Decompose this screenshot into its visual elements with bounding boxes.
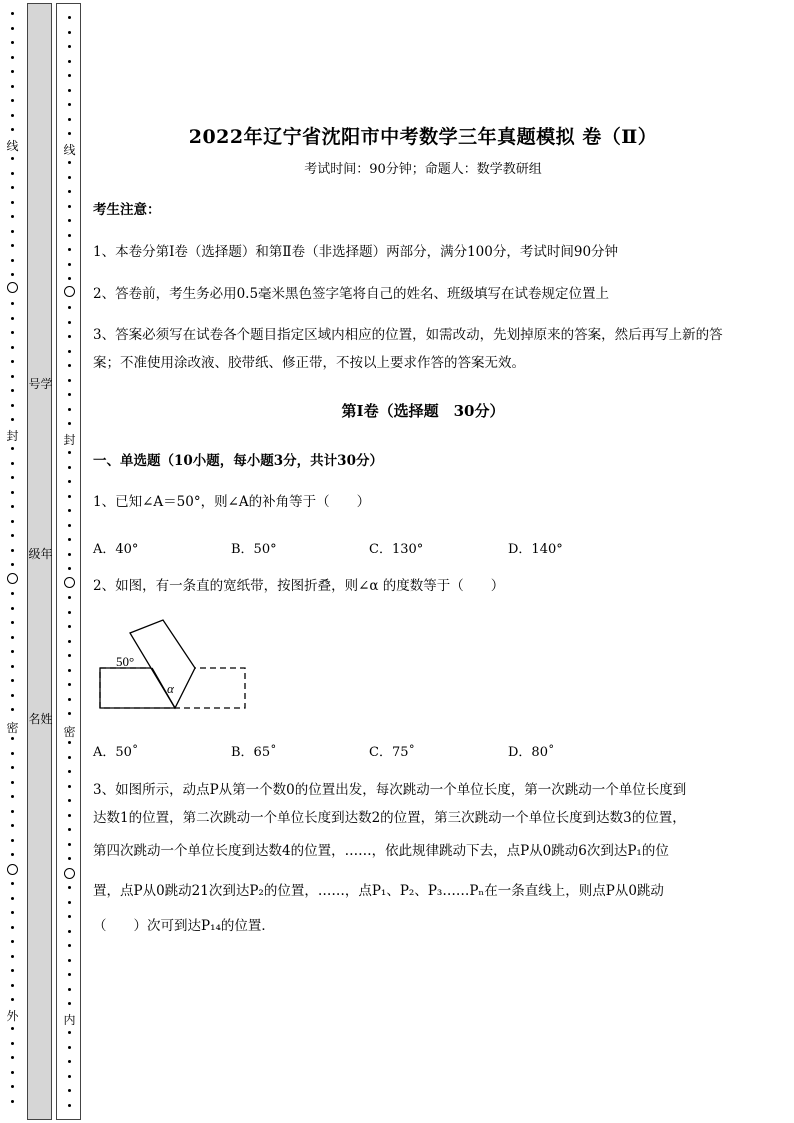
binding-dot <box>68 524 71 527</box>
binding-dot <box>11 12 14 15</box>
binding-dot <box>11 549 14 552</box>
binding-dot <box>68 219 71 222</box>
binding-dot <box>68 596 71 599</box>
binding-dot <box>68 132 71 135</box>
binding-inner-mark: 密 <box>63 725 76 739</box>
binding-dot <box>11 128 14 131</box>
question-2-option-c: C．75˚ <box>369 745 415 760</box>
binding-dot <box>11 259 14 262</box>
binding-dot <box>68 190 71 193</box>
question-1-stem: 1、已知∠A＝50°，则∠A的补角等于（ ） <box>93 494 371 510</box>
binding-dot <box>68 422 71 425</box>
binding-dot <box>11 1085 14 1088</box>
binding-dot <box>68 857 71 860</box>
question-3-line-2: 达数1的位置，第二次跳动一个单位长度到达数2的位置，第三次跳动一个单位长度到达数3的位置， <box>93 810 686 826</box>
binding-dot <box>68 248 71 251</box>
binding-outer-mark: 封 <box>6 429 19 443</box>
binding-dot <box>11 70 14 73</box>
binding-dot <box>68 118 71 121</box>
binding-dot <box>68 451 71 454</box>
binding-dot <box>11 795 14 798</box>
binding-dot <box>68 263 71 266</box>
binding-dot <box>68 176 71 179</box>
binding-dot <box>11 418 14 421</box>
binding-dot <box>11 186 14 189</box>
binding-inner-mark: 内 <box>63 1013 76 1027</box>
binding-dot <box>68 16 71 19</box>
binding-dot <box>11 317 14 320</box>
binding-dot <box>68 915 71 918</box>
binding-dot <box>68 959 71 962</box>
binding-dot <box>11 534 14 537</box>
binding-dot <box>68 89 71 92</box>
binding-strip-inner <box>56 3 81 1120</box>
binding-dot <box>68 1031 71 1034</box>
binding-inner-mark: 封 <box>63 433 76 447</box>
binding-dot <box>68 886 71 889</box>
binding-dot <box>11 41 14 44</box>
question-2-option-a: A．50˚ <box>93 745 139 760</box>
binding-dot <box>11 201 14 204</box>
binding-dot <box>68 901 71 904</box>
binding-dot <box>68 654 71 657</box>
binding-dot <box>11 824 14 827</box>
binding-dot <box>11 853 14 856</box>
binding-dot <box>68 712 71 715</box>
binding-dot <box>68 944 71 947</box>
field-student-number: 号学 <box>28 377 53 391</box>
binding-dot <box>68 31 71 34</box>
binding-dot <box>11 462 14 465</box>
part-title: 一、单选题（10小题，每小题3分，共计30分） <box>93 453 383 469</box>
exam-title: 2022年辽宁省沈阳市中考数学三年真题模拟 卷（Ⅱ） <box>188 126 658 148</box>
binding-dot <box>68 930 71 933</box>
binding-dot <box>11 273 14 276</box>
question-1-option-c: C．130° <box>369 542 424 557</box>
binding-dot <box>11 520 14 523</box>
binding-dot <box>68 234 71 237</box>
binding-dot <box>11 998 14 1001</box>
question-2-stem: 2、如图，有一条直的宽纸带，按图折叠，则∠α 的度数等于（ ） <box>93 578 505 594</box>
binding-dot <box>11 911 14 914</box>
binding-inner-mark: 线 <box>63 143 76 157</box>
binding-dot <box>11 737 14 740</box>
binding-dot <box>68 364 71 367</box>
binding-dot <box>11 607 14 610</box>
binding-dot <box>68 45 71 48</box>
binding-dot <box>11 926 14 929</box>
question-3-line-1: 3、如图所示，动点P从第一个数0的位置出发，每次跳动一个单位长度，第一次跳动一个单位长度到 <box>93 782 687 798</box>
binding-dot <box>11 839 14 842</box>
binding-dot <box>11 331 14 334</box>
binding-dot <box>68 1104 71 1107</box>
figure-label-50: 50° <box>116 654 135 669</box>
binding-dot <box>11 679 14 682</box>
binding-dot <box>11 592 14 595</box>
binding-dot <box>68 973 71 976</box>
binding-dot <box>68 335 71 338</box>
binding-dot <box>11 665 14 668</box>
binding-dot <box>68 828 71 831</box>
binding-dot <box>11 650 14 653</box>
binding-dot <box>68 669 71 672</box>
binding-circle <box>64 286 75 297</box>
binding-dot <box>11 157 14 160</box>
binding-dot <box>68 814 71 817</box>
binding-dot <box>68 306 71 309</box>
binding-dot <box>68 393 71 396</box>
binding-dot <box>11 172 14 175</box>
binding-dot <box>11 1027 14 1030</box>
section-title: 第Ⅰ卷（选择题 30分） <box>341 402 505 420</box>
binding-dot <box>68 161 71 164</box>
binding-dot <box>11 984 14 987</box>
binding-dot <box>68 785 71 788</box>
binding-circle <box>7 864 18 875</box>
figure-label-alpha: α <box>167 681 174 696</box>
binding-dot <box>11 244 14 247</box>
binding-dot <box>68 495 71 498</box>
binding-dot <box>11 621 14 624</box>
question-2-option-b: B．65˚ <box>231 745 277 760</box>
binding-dot <box>68 538 71 541</box>
notice-item-2: 2、答卷前，考生务必用0.5毫米黑色签字笔将自己的姓名、班级填写在试卷规定位置上 <box>93 286 610 302</box>
question-1-option-d: D．140° <box>508 542 563 557</box>
binding-dot <box>11 505 14 508</box>
binding-dot <box>68 509 71 512</box>
question-3-line-3: 第四次跳动一个单位长度到达数4的位置，……，依此规律跳动下去，点P从0跳动6次到达P₁的位 <box>93 843 669 859</box>
binding-circle <box>64 868 75 879</box>
binding-dot <box>68 1060 71 1063</box>
binding-dot <box>11 563 14 566</box>
binding-circle <box>64 577 75 588</box>
binding-dot <box>68 625 71 628</box>
binding-dot <box>68 103 71 106</box>
binding-dot <box>11 360 14 363</box>
binding-dot <box>11 636 14 639</box>
binding-dot <box>11 955 14 958</box>
binding-dot <box>11 56 14 59</box>
field-class: 级年 <box>28 547 53 561</box>
binding-dot <box>68 205 71 208</box>
binding-dot <box>11 447 14 450</box>
binding-dot <box>11 346 14 349</box>
binding-dot <box>11 27 14 30</box>
binding-dot <box>11 708 14 711</box>
field-name: 名姓 <box>28 712 53 726</box>
binding-dot <box>11 114 14 117</box>
binding-dot <box>11 1100 14 1103</box>
binding-dot <box>68 1075 71 1078</box>
binding-outer-mark: 线 <box>6 139 19 153</box>
question-2-figure <box>97 615 247 715</box>
binding-dot <box>68 480 71 483</box>
binding-dot <box>11 1056 14 1059</box>
binding-circle <box>7 573 18 584</box>
binding-dot <box>11 752 14 755</box>
binding-dot <box>11 694 14 697</box>
binding-dot <box>11 389 14 392</box>
binding-dot <box>11 882 14 885</box>
binding-dot <box>11 1071 14 1074</box>
binding-dot <box>68 567 71 570</box>
binding-outer-marks <box>0 0 25 1123</box>
question-3-line-4: 置，点P从0跳动21次到达P₂的位置，……，点P₁、P₂、P₃……Pₙ在一条直线上，则点P从0跳动 <box>93 883 664 899</box>
exam-subtitle: 考试时间：90分钟；命题人：数学教研组 <box>304 162 542 177</box>
binding-dot <box>11 897 14 900</box>
binding-dot <box>68 1089 71 1092</box>
binding-dot <box>68 611 71 614</box>
question-3-line-5: （ ）次可到达P₁₄的位置． <box>93 918 275 934</box>
binding-outer-mark: 外 <box>6 1009 19 1023</box>
binding-circle <box>7 282 18 293</box>
question-1-option-a: A．40° <box>93 542 139 557</box>
binding-outer-mark: 密 <box>6 721 19 735</box>
binding-dot <box>11 375 14 378</box>
binding-dot <box>11 404 14 407</box>
binding-dot <box>68 683 71 686</box>
binding-dot <box>11 781 14 784</box>
binding-dot <box>11 230 14 233</box>
binding-inner-marks <box>57 4 82 1119</box>
binding-dot <box>11 969 14 972</box>
notice-item-1: 1、本卷分第Ⅰ卷（选择题）和第Ⅱ卷（非选择题）两部分，满分100分，考试时间90分钟 <box>93 244 619 260</box>
binding-dot <box>68 1046 71 1049</box>
binding-dot <box>11 810 14 813</box>
binding-dot <box>68 553 71 556</box>
binding-dot <box>11 302 14 305</box>
binding-dot <box>11 85 14 88</box>
binding-strip-fields <box>27 3 52 1120</box>
binding-dot <box>11 940 14 943</box>
binding-dot <box>68 756 71 759</box>
binding-dot <box>68 741 71 744</box>
binding-dot <box>68 698 71 701</box>
binding-dot <box>68 1002 71 1005</box>
binding-dot <box>11 215 14 218</box>
figure-folded-part <box>130 620 195 708</box>
binding-dot <box>11 766 14 769</box>
binding-dot <box>68 640 71 643</box>
notice-item-3: 3、答案必须写在试卷各个题目指定区域内相应的位置，如需改动，先划掉原来的答案，然后再写上新的答案；不准使用涂改液、胶带纸、修正带，不按以上要求作答的答案无效。 <box>93 327 723 371</box>
binding-dot <box>68 843 71 846</box>
binding-dot <box>11 1042 14 1045</box>
binding-dot <box>68 799 71 802</box>
binding-dot <box>68 379 71 382</box>
binding-dot <box>68 60 71 63</box>
binding-dot <box>68 350 71 353</box>
binding-dot <box>68 408 71 411</box>
binding-dot <box>68 988 71 991</box>
binding-strip-outer <box>0 0 27 1123</box>
binding-dot <box>11 491 14 494</box>
binding-dot <box>68 277 71 280</box>
binding-dot <box>68 466 71 469</box>
binding-dot <box>11 99 14 102</box>
question-2-option-d: D．80˚ <box>508 745 555 760</box>
binding-dot <box>11 476 14 479</box>
question-1-option-b: B．50° <box>231 542 277 557</box>
notice-heading: 考生注意： <box>93 202 161 218</box>
binding-dot <box>68 770 71 773</box>
binding-dot <box>68 74 71 77</box>
binding-dot <box>68 321 71 324</box>
